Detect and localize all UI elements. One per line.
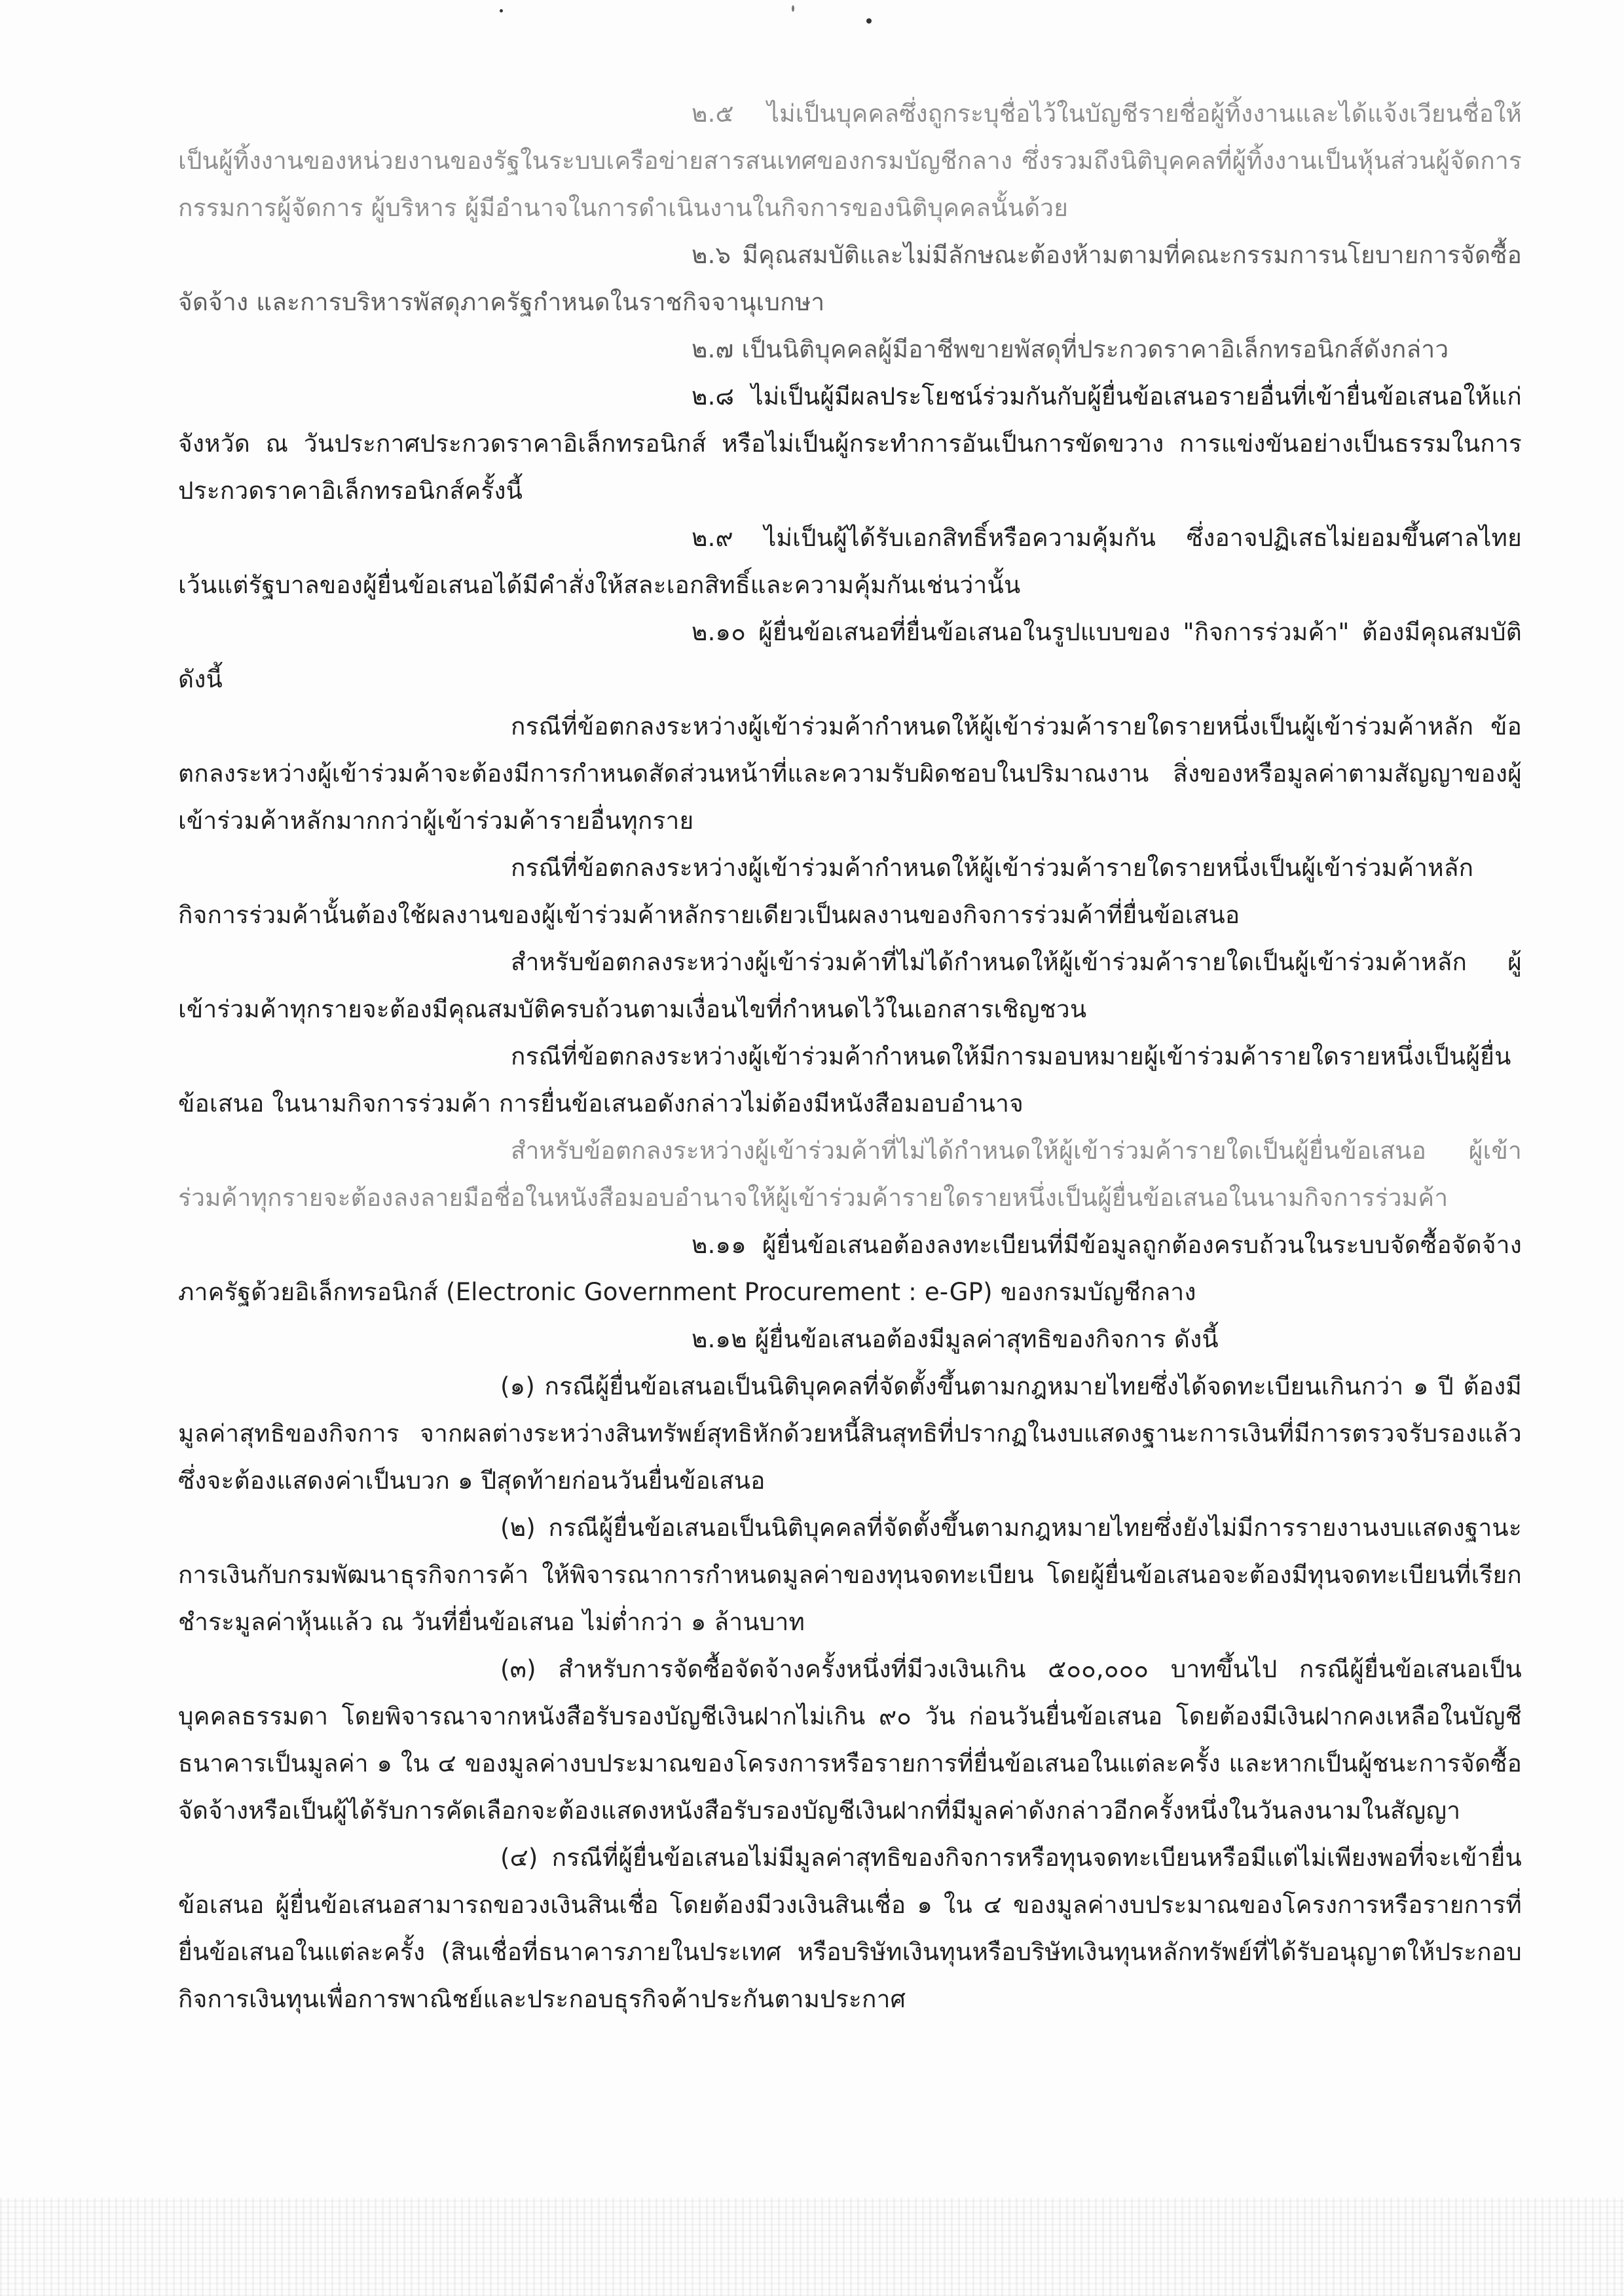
paragraph-text: ผู้ยื่นข้อเสนอต้องลงทะเบียนที่มีข้อมูลถูกต้องครบถ้วนในระบบจัดซื้อจัดจ้างภาครัฐด้วยอิเล็กทรอนิกส์ (Electronic Government Procurement : e-GP) ของกรมบัญชีกลาง xyxy=(178,1231,1522,1306)
paragraph-number: ๒.๑๑ xyxy=(692,1231,747,1259)
scan-noise-band xyxy=(0,2198,1624,2296)
paragraph-number: ๒.๗ xyxy=(692,335,734,363)
paragraph-2-9 xyxy=(178,515,1522,609)
paragraph-text: ผู้ยื่นข้อเสนอที่ยื่นข้อเสนอในรูปแบบของ "กิจการร่วมค้า" ต้องมีคุณสมบัติดังนี้ xyxy=(178,618,1522,693)
item-text: กรณีผู้ยื่นข้อเสนอเป็นนิติบุคคลที่จัดตั้งขึ้นตามกฎหมายไทยซึ่งได้จดทะเบียนเกินกว่า ๑ ปี ต้องมีมูลค่าสุทธิของกิจการ จากผลต่างระหว่างสินทรัพย์สุทธิหักด้วยหนี้สินสุทธิที่ปรากฏในงบแสดงฐานะการเงินที่มีการตรวจรับรองแล้ว ซึ่งจะต้องแสดงค่าเป็นบวก ๑ ปีสุดท้ายก่อนวันยื่นข้อเสนอ xyxy=(178,1372,1522,1495)
item-label: (๑) xyxy=(500,1372,535,1400)
paragraph-2-6 xyxy=(178,232,1522,326)
paragraph-2-7 xyxy=(178,326,1522,373)
paragraph-2-5 xyxy=(178,90,1522,232)
scan-speck xyxy=(866,18,872,24)
paragraph-2-12 xyxy=(178,1316,1522,1363)
paragraph-text: มีคุณสมบัติและไม่มีลักษณะต้องห้ามตามที่คณะกรรมการนโยบายการจัดซื้อจัดจ้าง และการบริหารพัสดุภาครัฐกำหนดในราชกิจจานุเบกษา xyxy=(178,241,1522,316)
paragraph-2-11 xyxy=(178,1222,1522,1316)
net-worth-item-3 xyxy=(178,1646,1522,1834)
joint-venture-clause: กรณีที่ข้อตกลงระหว่างผู้เข้าร่วมค้ากำหนดให้ผู้เข้าร่วมค้ารายใดรายหนึ่งเป็นผู้เข้าร่วมค้าหลัก ข้อตกลงระหว่างผู้เข้าร่วมค้าจะต้องมีการกำหนดสัดส่วนหน้าที่และความรับผิดชอบในปริมาณงาน สิ่งของหรือมูลค่าตามสัญญาของผู้เข้าร่วมค้าหลักมากกว่าผู้เข้าร่วมค้ารายอื่นทุกราย xyxy=(178,712,1522,835)
paragraph-text: ไม่เป็นผู้มีผลประโยชน์ร่วมกันกับผู้ยื่นข้อเสนอรายอื่นที่เข้ายื่นข้อเสนอให้แก่ จังหวัด ณ วันประกาศประกวดราคาอิเล็กทรอนิกส์ หรือไม่เป็นผู้กระทำการอันเป็นการขัดขวาง การแข่งขันอย่างเป็นธรรมในการประกวดราคาอิเล็กทรอนิกส์ครั้งนี้ xyxy=(178,382,1522,505)
item-text: กรณีผู้ยื่นข้อเสนอเป็นนิติบุคคลที่จัดตั้งขึ้นตามกฎหมายไทยซึ่งยังไม่มีการรายงานงบแสดงฐานะการเงินกับกรมพัฒนาธุรกิจการค้า ให้พิจารณาการกำหนดมูลค่าของทุนจดทะเบียน โดยผู้ยื่นข้อเสนอจะต้องมีทุนจดทะเบียนที่เรียกชำระมูลค่าหุ้นแล้ว ณ วันที่ยื่นข้อเสนอ ไม่ต่ำกว่า ๑ ล้านบาท xyxy=(178,1514,1522,1636)
paragraph-text: ไม่เป็นผู้ได้รับเอกสิทธิ์หรือความคุ้มกัน ซึ่งอาจปฏิเสธไม่ยอมขึ้นศาลไทย เว้นแต่รัฐบาลของผู้ยื่นข้อเสนอได้มีคำสั่งให้สละเอกสิทธิ์และความคุ้มกันเช่นว่านั้น xyxy=(178,524,1522,599)
paragraph-number: ๒.๙ xyxy=(692,524,733,552)
net-worth-item-2 xyxy=(178,1504,1522,1646)
paragraph-number: ๒.๑๒ xyxy=(692,1325,747,1353)
item-text: สำหรับการจัดซื้อจัดจ้างครั้งหนึ่งที่มีวงเงินเกิน ๕๐๐,๐๐๐ บาทขึ้นไป กรณีผู้ยื่นข้อเสนอเป็นบุคคลธรรมดา โดยพิจารณาจากหนังสือรับรองบัญชีเงินฝากไม่เกิน ๙๐ วัน ก่อนวันยื่นข้อเสนอ โดยต้องมีเงินฝากคงเหลือในบัญชีธนาคารเป็นมูลค่า ๑ ใน ๔ ของมูลค่างบประมาณของโครงการหรือรายการที่ยื่นข้อเสนอในแต่ละครั้ง และหากเป็นผู้ชนะการจัดซื้อจัดจ้างหรือเป็นผู้ได้รับการคัดเลือกจะต้องแสดงหนังสือรับรองบัญชีเงินฝากที่มีมูลค่าดังกล่าวอีกครั้งหนึ่งในวันลงนามในสัญญา xyxy=(178,1655,1522,1825)
paragraph-number: ๒.๑๐ xyxy=(692,618,747,646)
net-worth-item-1 xyxy=(178,1363,1522,1504)
paragraph-number: ๒.๖ xyxy=(692,241,731,269)
joint-venture-clause: สำหรับข้อตกลงระหว่างผู้เข้าร่วมค้าที่ไม่ได้กำหนดให้ผู้เข้าร่วมค้ารายใดเป็นผู้เข้าร่วมค้าหลัก ผู้เข้าร่วมค้าทุกรายจะต้องมีคุณสมบัติครบถ้วนตามเงื่อนไขที่กำหนดไว้ในเอกสารเชิญชวน xyxy=(178,948,1522,1023)
paragraph-text: ผู้ยื่นข้อเสนอต้องมีมูลค่าสุทธิของกิจการ ดังนี้ xyxy=(754,1325,1219,1353)
paragraph-number: ๒.๕ xyxy=(692,100,734,128)
document-body xyxy=(178,90,1522,2023)
joint-venture-clause: กรณีที่ข้อตกลงระหว่างผู้เข้าร่วมค้ากำหนดให้มีการมอบหมายผู้เข้าร่วมค้ารายใดรายหนึ่งเป็นผู้ยื่นข้อเสนอ ในนามกิจการร่วมค้า การยื่นข้อเสนอดังกล่าวไม่ต้องมีหนังสือมอบอำนาจ xyxy=(178,1042,1511,1118)
paragraph-2-8 xyxy=(178,373,1522,515)
paragraph-text: ไม่เป็นบุคคลซึ่งถูกระบุชื่อไว้ในบัญชีรายชื่อผู้ทิ้งงานและได้แจ้งเวียนชื่อให้เป็นผู้ทิ้งงานของหน่วยงานของรัฐในระบบเครือข่ายสารสนเทศของกรมบัญชีกลาง ซึ่งรวมถึงนิติบุคคลที่ผู้ทิ้งงานเป็นหุ้นส่วนผู้จัดการ กรรมการผู้จัดการ ผู้บริหาร ผู้มีอำนาจในการดำเนินงานในกิจการของนิติบุคคลนั้นด้วย xyxy=(178,100,1522,222)
joint-venture-clause: กรณีที่ข้อตกลงระหว่างผู้เข้าร่วมค้ากำหนดให้ผู้เข้าร่วมค้ารายใดรายหนึ่งเป็นผู้เข้าร่วมค้าหลัก กิจการร่วมค้านั้นต้องใช้ผลงานของผู้เข้าร่วมค้าหลักรายเดียวเป็นผลงานของกิจการร่วมค้าที่ยื่นข้อเสนอ xyxy=(178,854,1474,929)
joint-venture-clause: สำหรับข้อตกลงระหว่างผู้เข้าร่วมค้าที่ไม่ได้กำหนดให้ผู้เข้าร่วมค้ารายใดเป็นผู้ยื่นข้อเสนอ ผู้เข้าร่วมค้าทุกรายจะต้องลงลายมือชื่อในหนังสือมอบอำนาจให้ผู้เข้าร่วมค้ารายใดรายหนึ่งเป็นผู้ยื่นข้อเสนอในนามกิจการร่วมค้า xyxy=(178,1137,1522,1212)
scan-speck xyxy=(792,5,794,12)
paragraph-text: เป็นนิติบุคคลผู้มีอาชีพขายพัสดุที่ประกวดราคาอิเล็กทรอนิกส์ดังกล่าว xyxy=(741,335,1449,363)
net-worth-item-4 xyxy=(178,1834,1522,2023)
scan-speck xyxy=(500,9,503,12)
item-label: (๔) xyxy=(500,1844,538,1872)
item-text: กรณีที่ผู้ยื่นข้อเสนอไม่มีมูลค่าสุทธิของกิจการหรือทุนจดทะเบียนหรือมีแต่ไม่เพียงพอที่จะเข้ายื่นข้อเสนอ ผู้ยื่นข้อเสนอสามารถขอวงเงินสินเชื่อ โดยต้องมีวงเงินสินเชื่อ ๑ ใน ๔ ของมูลค่างบประมาณของโครงการหรือรายการที่ยื่นข้อเสนอในแต่ละครั้ง (สินเชื่อที่ธนาคารภายในประเทศ หรือบริษัทเงินทุนหรือบริษัทเงินทุนหลักทรัพย์ที่ได้รับอนุญาตให้ประกอบกิจการเงินทุนเพื่อการพาณิชย์และประกอบธุรกิจค้าประกันตามประกาศ xyxy=(178,1844,1522,2013)
item-label: (๒) xyxy=(500,1514,536,1542)
item-label: (๓) xyxy=(500,1655,536,1683)
paragraph-2-10 xyxy=(178,609,1522,703)
paragraph-number: ๒.๘ xyxy=(692,382,735,410)
